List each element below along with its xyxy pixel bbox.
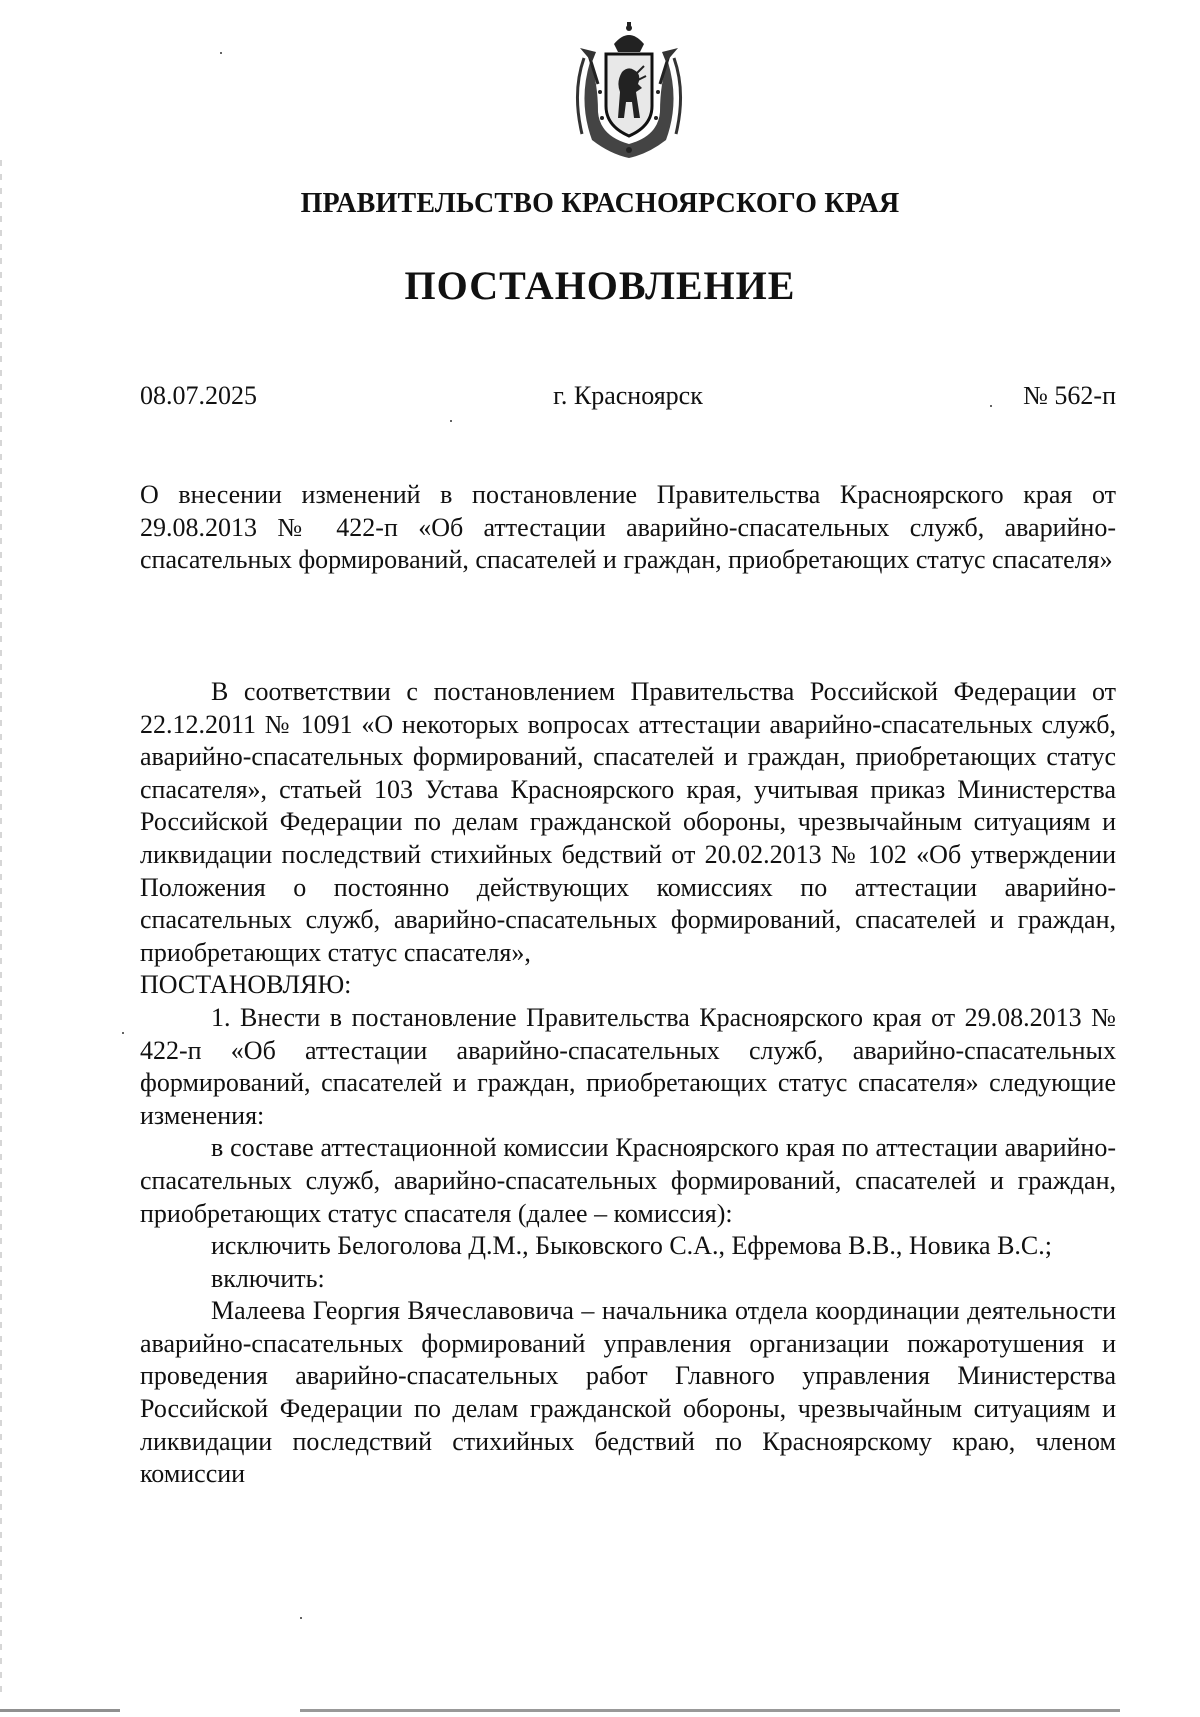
document-city: г. Красноярск (553, 381, 703, 410)
subject-text: О внесении изменений в постановление Правительства Красноярского края от 29.08.2013 № 422-п «Об аттестации аварийно-спасательных служб, аварийно-спасательных формирований, спасателей и граждан, приобретающих статус спасателя» (140, 480, 1116, 575)
scan-speck (122, 1032, 124, 1034)
item-1-paragraph: 1. Внести в постановление Правительства Красноярского края от 29.08.2013 № 422-п «Об аттестации аварийно-спасательных служб, аварийно-спасательных формирований, спасателей и граждан, приобретающих статус спасателя» следующие изменения: (140, 1002, 1116, 1130)
document-meta-row (140, 381, 1116, 415)
document-type-title: ПОСТАНОВЛЕНИЕ (404, 263, 796, 308)
scan-speck (990, 405, 992, 407)
organization-title: ПРАВИТЕЛЬСТВО КРАСНОЯРСКОГО КРАЯ (300, 188, 900, 219)
scan-speck (450, 420, 452, 422)
document-date: 08.07.2025 (140, 381, 257, 410)
member-paragraph: Малеева Георгия Вячеславовича – начальника отдела координации деятельности аварийно-спасательных формирований управления организации пожаротушения и проведения аварийно-спасательных работ Главного управления Министерства Российской Федерации по делам гражданской обороны, чрезвычайным ситуациям и ликвидации последствий стихийных бедствий по Красноярскому краю, членом комиссии (140, 1296, 1116, 1489)
scan-speck (300, 1617, 302, 1619)
commission-paragraph: в составе аттестационной комиссии Красноярского края по аттестации аварийно-спасательных служб, аварийно-спасательных формирований, спасателей и граждан, приобретающих статус спасателя (далее – комиссия): (140, 1133, 1116, 1228)
include-paragraph: включить: (211, 1263, 325, 1293)
preamble-paragraph: В соответствии с постановлением Правительства Российской Федерации от 22.12.2011 № 1091 «О некоторых вопросах аттестации аварийно-спасательных служб, аварийно-спасательных формирований, спасателей и граждан, приобретающих статус спасателя», статьей 103 Устава Красноярского края, учитывая приказ Министерства Российской Федерации по делам гражданской обороны, чрезвычайным ситуациям и ликвидации последствий стихийных бедствий от 20.02.2013 № 102 «Об утверждении Положения о постоянно действующих комиссиях по аттестации аварийно-спасательных служб, аварийно-спасательных формирований, спасателей и граждан, приобретающих статус спасателя», (140, 677, 1116, 967)
exclude-paragraph: исключить Белоголова Д.М., Быковского С.А., Ефремова В.В., Новика В.С.; (211, 1231, 1052, 1261)
scan-edge-artifact (0, 160, 2, 1700)
scan-bottom-line (0, 1709, 1200, 1712)
document-subject (140, 479, 1116, 577)
coat-of-arms-icon (570, 22, 688, 160)
scan-speck (220, 52, 222, 54)
decree-word: ПОСТАНОВЛЯЮ: (140, 970, 352, 1000)
document-number: № 562-п (1023, 381, 1116, 410)
document-body (140, 676, 1116, 1491)
